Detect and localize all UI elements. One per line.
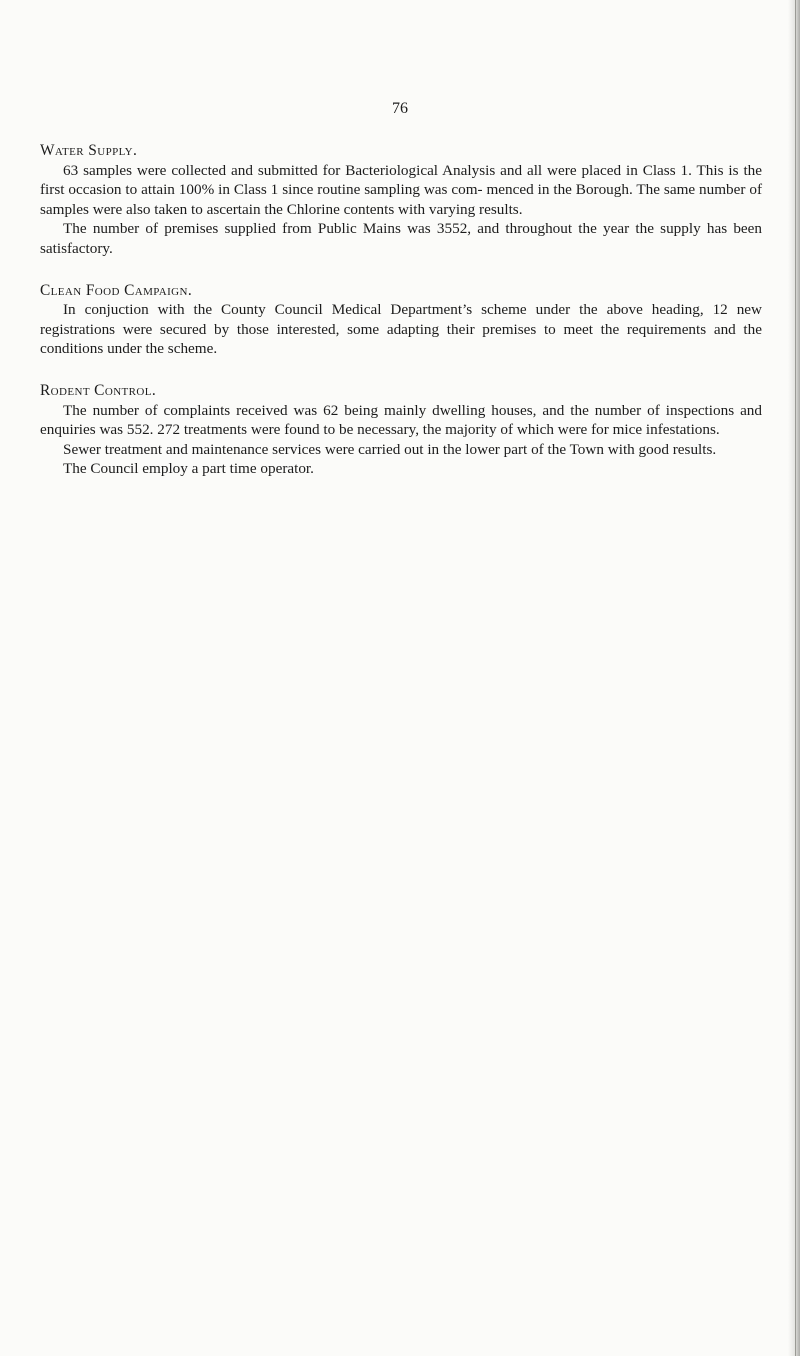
page-edge-line <box>795 0 796 1356</box>
page-edge-shadow <box>788 0 800 1356</box>
page-number: 76 <box>392 100 408 117</box>
paragraph: The number of premises supplied from Public Mains was 3552, and throughout the year the supply has been satisfactory. <box>40 220 762 257</box>
section-rodent-control <box>40 381 762 479</box>
section-clean-food-campaign <box>40 281 762 359</box>
section-water-supply <box>40 141 762 259</box>
paragraph: The Council employ a part time operator. <box>63 460 314 478</box>
document-body <box>40 141 762 501</box>
section-heading: Water Supply. <box>40 142 138 159</box>
paragraph: In conjuction with the County Council Medical Department’s scheme under the above heading, 12 new registrations were secured by those interested, some adapting their premises to meet the requirements and the conditions under the scheme. <box>40 301 762 358</box>
paragraph: 63 samples were collected and submitted for Bacteriological Analysis and all were placed in Class 1. This is the first occasion to attain 100% in Class 1 since routine sampling was com- menced in the Borough. The same number of samples were also taken to ascertain the Chlorine contents with varying results. <box>40 161 762 218</box>
paragraph: Sewer treatment and maintenance services were carried out in the lower part of the Town with good results. <box>63 440 717 458</box>
section-heading: Rodent Control. <box>40 381 157 399</box>
section-heading: Clean Food Campaign. <box>40 281 193 299</box>
paragraph: The number of complaints received was 62 being mainly dwelling houses, and the number of inspections and enquiries was 552. 272 treatments were found to be necessary, the majority of which were for mice infestations. <box>40 401 762 439</box>
